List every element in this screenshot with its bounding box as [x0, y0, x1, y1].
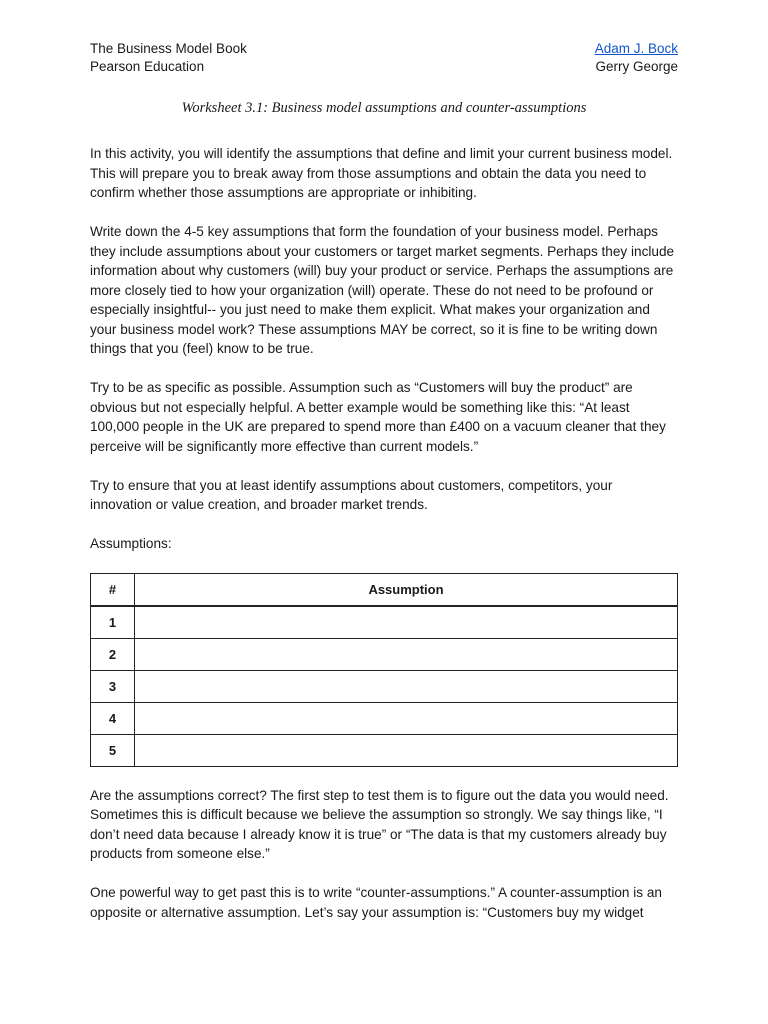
table-row — [91, 638, 678, 670]
row-number: 1 — [91, 606, 135, 639]
column-header-assumption: Assumption — [135, 573, 678, 606]
intro-paragraph: In this activity, you will identify the assumptions that define and limit your current business model. This will prepare you to break away from those assumptions and obtain the data you need to confirm whether those assumptions are appropriate or inhibiting. — [90, 146, 673, 200]
worksheet-page — [90, 40, 678, 922]
author-link[interactable]: Adam J. Bock — [594, 41, 678, 56]
table-row — [91, 670, 678, 702]
row-number: 4 — [91, 702, 135, 734]
publisher: Pearson Education — [90, 59, 205, 74]
row-number: 5 — [91, 734, 135, 766]
table-header-row — [91, 573, 678, 606]
table-row — [91, 734, 678, 766]
header-left — [90, 40, 247, 76]
co-author: Gerry George — [595, 59, 678, 74]
assumption-cell[interactable] — [135, 702, 678, 734]
instructions-paragraph: Write down the 4-5 key assumptions that form the foundation of your business model. Perhaps they include assumptions about your customers or target market segments. Perhaps they include information about why customers (will) buy your product or service. Perhaps the assumptions are more closely tied to how your organization (will) operate. These do not need to be profound or especially insightful-- you just need to make them explicit. What makes your organization and your business model work? These assumptions MAY be correct, so it is fine to be writing down things that you (feel) know to be true. — [90, 224, 675, 356]
table-row — [91, 606, 678, 639]
assumptions-label: Assumptions: — [90, 536, 172, 551]
row-number: 3 — [91, 670, 135, 702]
header-right — [595, 40, 678, 76]
specificity-paragraph: Try to be as specific as possible. Assumption such as “Customers will buy the product” are obvious but not especially helpful. A better example would be something like this: “At least 100,000 people in the UK are prepared to spend more than £400 on a vacuum cleaner that they perceive will be significantly more effective than current models.” — [90, 380, 666, 454]
page-header — [90, 40, 678, 76]
scope-paragraph: Try to ensure that you at least identify assumptions about customers, competitors, your innovation or value creation, and broader market trends. — [90, 477, 613, 512]
assumption-cell[interactable] — [135, 670, 678, 702]
testing-paragraph: Are the assumptions correct? The first step to test them is to figure out the data you would need. Sometimes this is difficult because we believe the assumption so strongly. We say things like, “I don’t need data because I already know it is true” or “The data is that my customers already buy products from someone else.” — [90, 787, 669, 861]
book-title: The Business Model Book — [90, 41, 247, 56]
column-header-number: # — [91, 573, 135, 606]
worksheet-title: Worksheet 3.1: Business model assumptions and counter-assumptions — [181, 100, 587, 116]
assumptions-table — [90, 573, 678, 767]
assumption-cell[interactable] — [135, 638, 678, 670]
row-number: 2 — [91, 638, 135, 670]
table-row — [91, 702, 678, 734]
counter-assumptions-paragraph: One powerful way to get past this is to write “counter-assumptions.” A counter-assumption is an opposite or alternative assumption. Let’s say your assumption is: “Customers buy my widget — [90, 885, 662, 920]
assumption-cell[interactable] — [135, 606, 678, 639]
assumption-cell[interactable] — [135, 734, 678, 766]
